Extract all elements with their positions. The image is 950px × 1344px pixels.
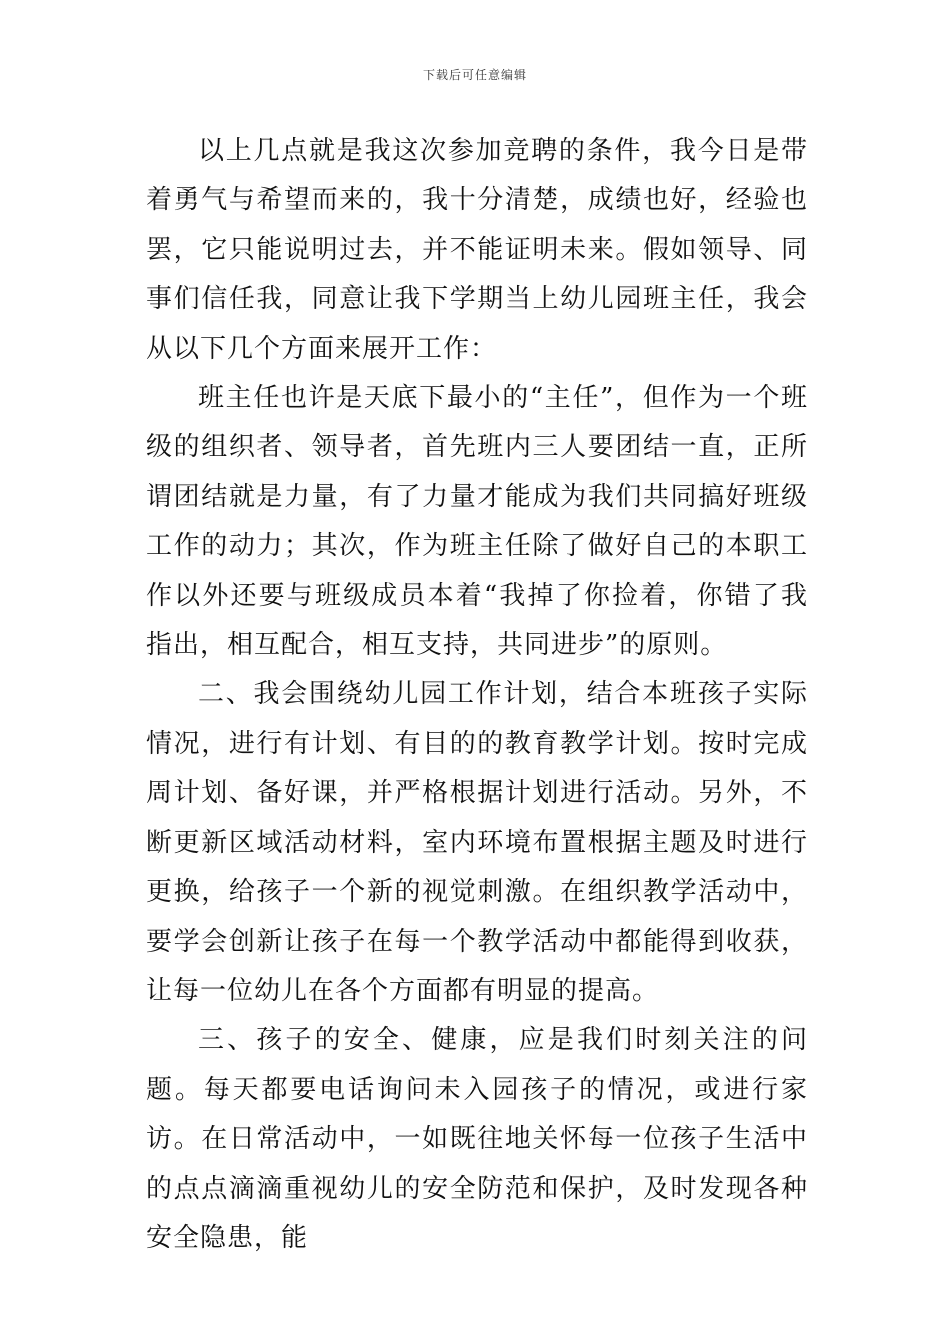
paragraph-class-teacher: 班主任也许是天底下最小的“主任”，但作为一个班级的组织者、领导者，首先班内三人要团结一直，正所谓团结就是力量，有了力量才能成为我们共同搞好班级工作的动力；其次，作为班主任除了做好自己的本职工作以外还要与班级成员本着“我掉了你捡着，你错了我指出，相互配合，相互支持，共同进步”的原则。 [146,383,808,661]
header-note: 下载后可任意编辑 [422,68,527,82]
paragraph-safety-health: 三、孩子的安全、健康，应是我们时刻关注的问题。每天都要电话询问未入园孩子的情况，或进行家访。在日常活动中，一如既往地关怀每一位孩子生活中的点点滴滴重视幼儿的安全防范和保护，及时发现各种安全隐患，能 [146,1025,808,1253]
paragraph-teaching-plan: 二、我会围绕幼儿园工作计划，结合本班孩子实际情况，进行有计划、有目的的教育教学计划。按时完成周计划、备好课，并严格根据计划进行活动。另外，不断更新区域活动材料，室内环境布置根据主题及时进行更换，给孩子一个新的视觉刺激。在组织教学活动中，要学会创新让孩子在每一个教学活动中都能得到收获，让每一位幼儿在各个方面都有明显的提高。 [146,679,808,1006]
document-body [146,127,808,1263]
paragraph-conditions: 以上几点就是我这次参加竞聘的条件，我今日是带着勇气与希望而来的，我十分清楚，成绩也好，经验也罢，它只能说明过去，并不能证明未来。假如领导、同事们信任我，同意让我下学期当上幼儿园班主任，我会从以下几个方面来展开工作： [146,136,808,364]
